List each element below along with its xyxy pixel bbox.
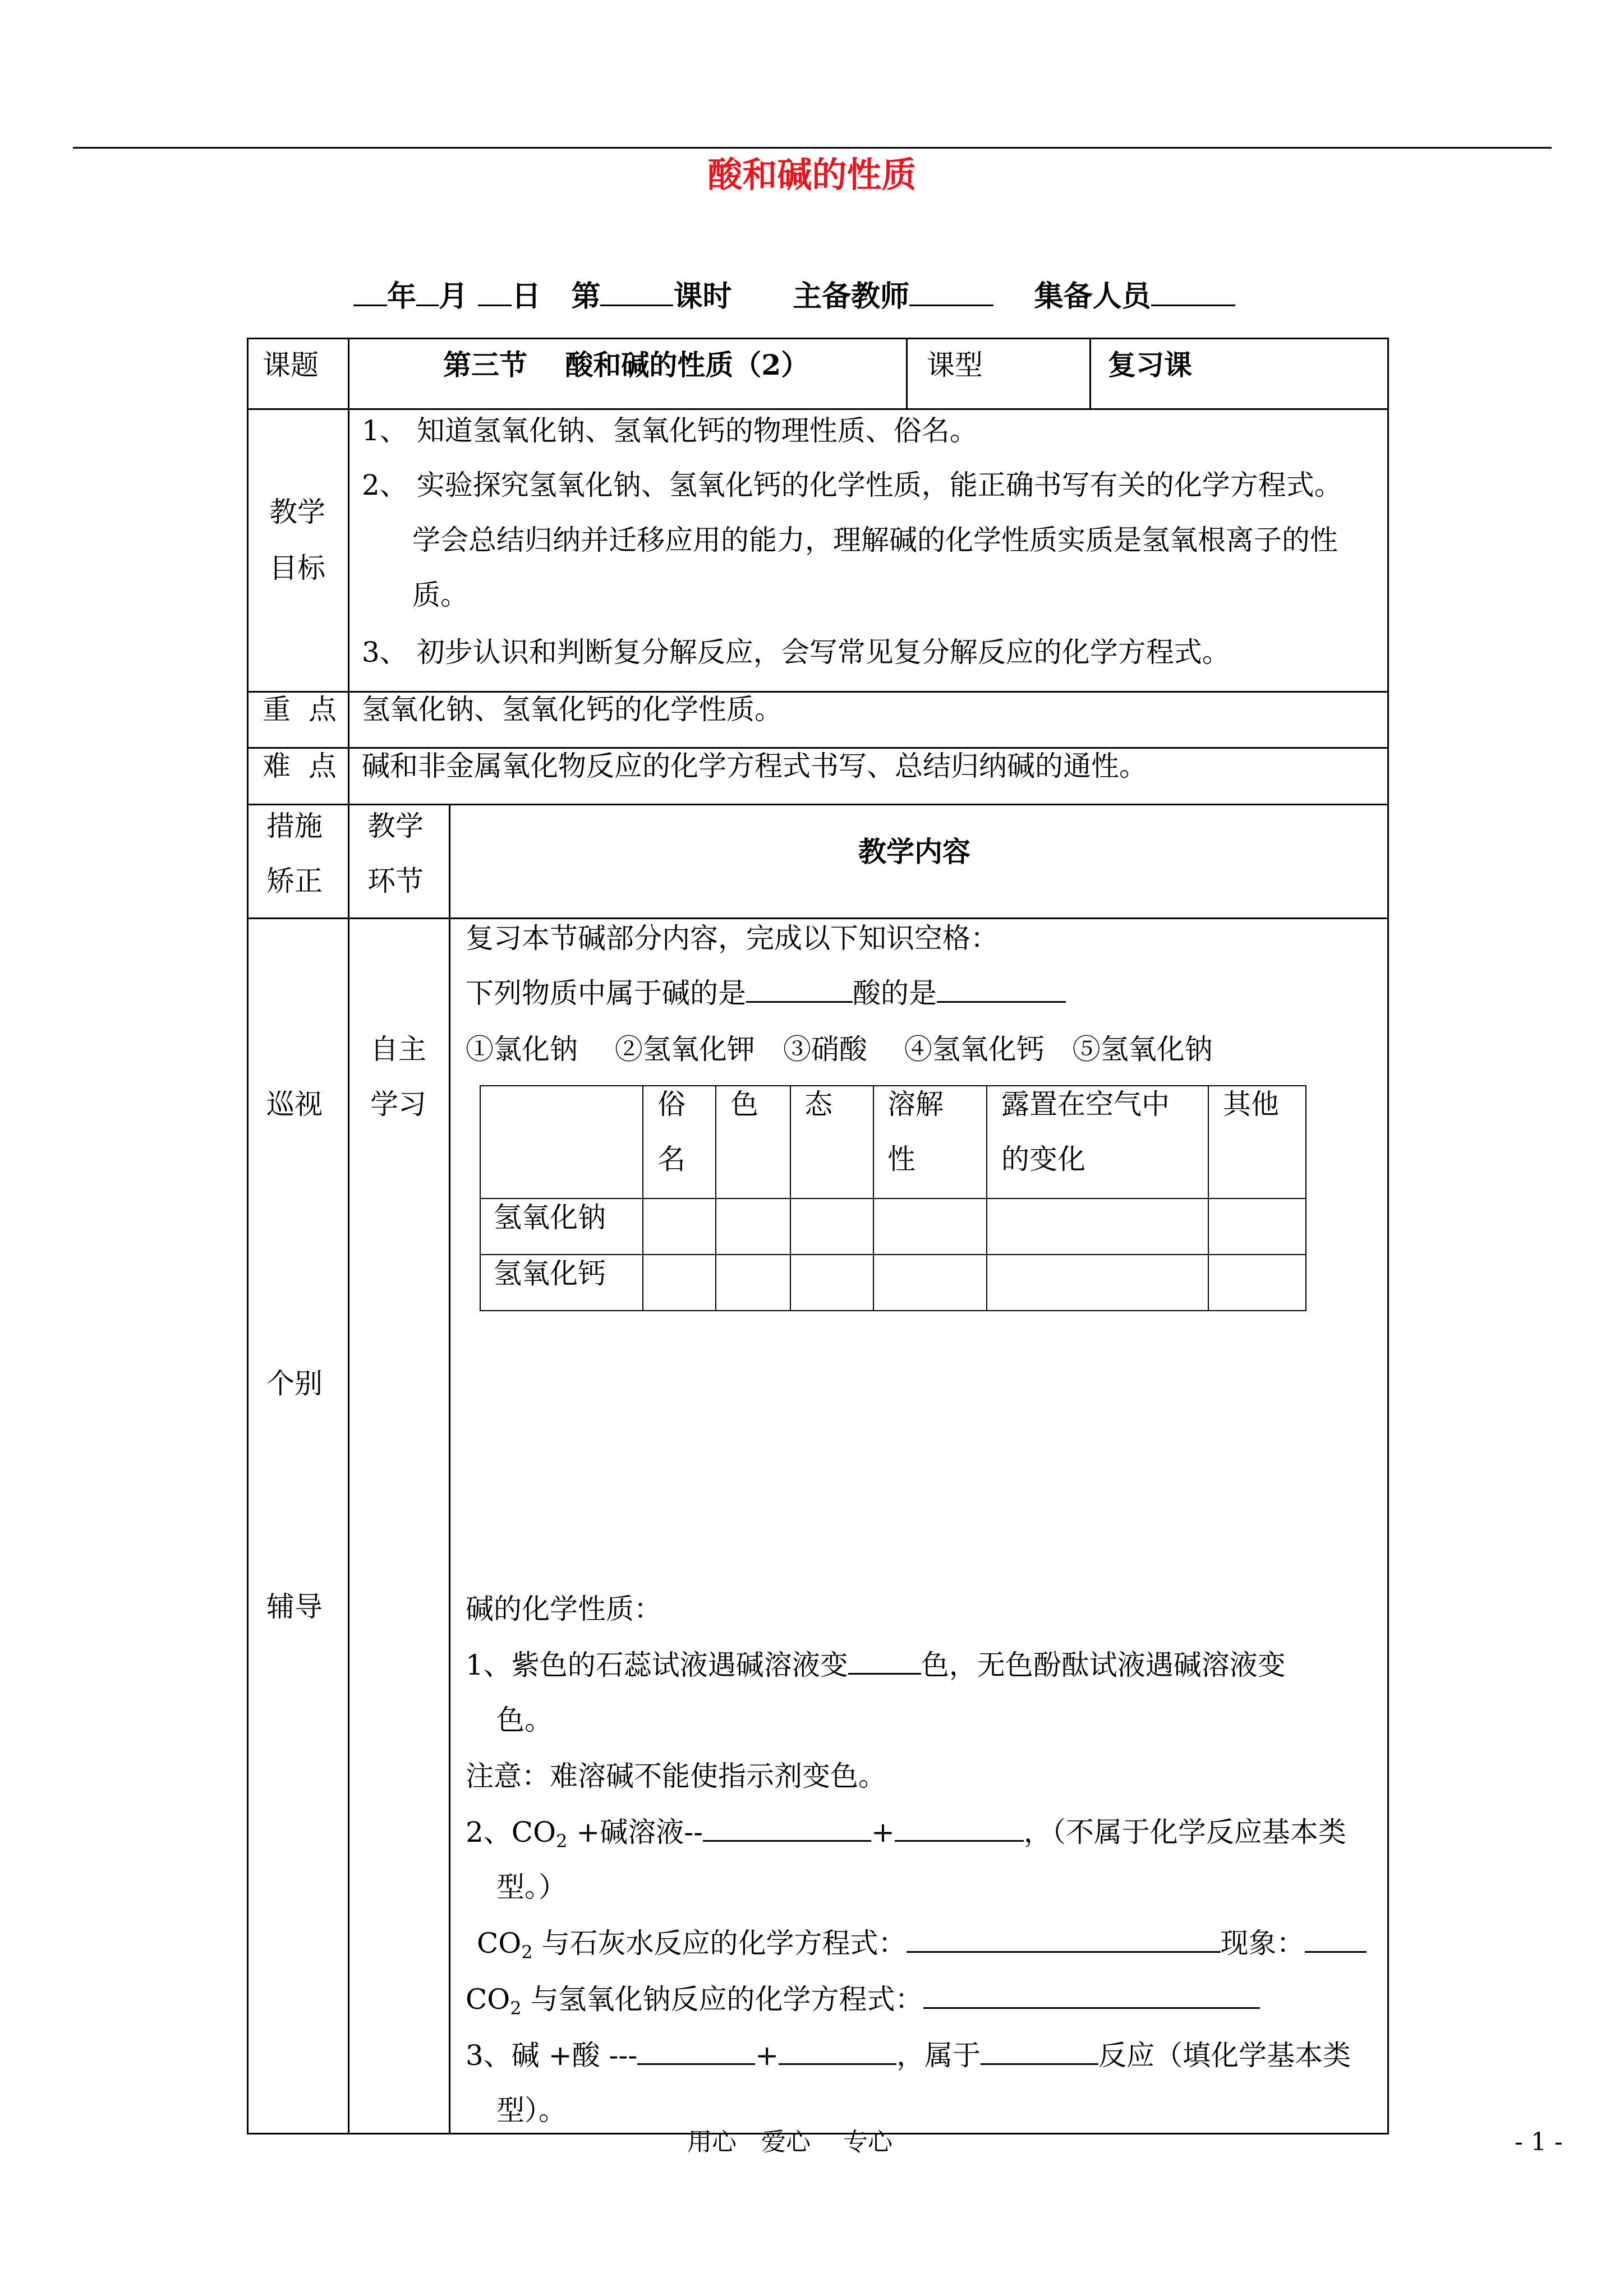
members-blank[interactable] [1151, 282, 1235, 306]
table-line [480, 1310, 1306, 1311]
table-line [247, 918, 1389, 919]
page-number: - 1 - [1515, 2128, 1563, 2156]
col-header-exposure-2: 的变化 [1001, 1143, 1085, 1175]
property-3-cont: 型）。 [496, 2094, 567, 2127]
footer-motto: 用心 爱心 专心 [687, 2128, 892, 2156]
chem-title: 碱的化学性质： [466, 1593, 662, 1625]
lesson-blank[interactable] [600, 282, 673, 306]
difficulty-value: 碱和非金属氧化物反应的化学方程式书写、总结归纳碱的通性。 [362, 750, 1147, 782]
type-label: 课型 [927, 349, 983, 381]
year-blank[interactable] [353, 282, 387, 306]
month-blank[interactable] [416, 282, 439, 306]
measures-label-2: 矫正 [266, 865, 323, 897]
table-border-left [247, 338, 249, 2134]
keypoint-label: 重 点 [263, 693, 337, 726]
content-intro: 复习本节碱部分内容，完成以下知识空格： [466, 922, 999, 955]
content-header: 教学内容 [858, 835, 970, 868]
type-value: 复习课 [1108, 348, 1192, 381]
keypoint-value: 氢氧化钠、氢氧化钙的化学性质。 [362, 693, 783, 726]
answer-blank-equation-1[interactable] [907, 1926, 1221, 1953]
goal-line-4: 质。 [412, 579, 468, 611]
note: 注意：难溶碱不能使指示剂变色。 [466, 1760, 886, 1792]
members-label: 集备人员 [1034, 279, 1151, 313]
col-header-solubility-2: 性 [887, 1143, 915, 1175]
question-1: 下列物质中属于碱的是 酸的是 [466, 975, 1066, 1012]
teacher-blank[interactable] [909, 282, 993, 306]
teacher-label: 主备教师 [793, 279, 910, 313]
page-title: 酸和碱的性质 [707, 154, 917, 195]
topic-label: 课题 [263, 349, 319, 381]
answer-blank-product-2[interactable] [895, 1815, 1024, 1842]
header-info [353, 277, 1235, 316]
day-blank[interactable] [478, 282, 512, 306]
goals-label-2: 目标 [269, 552, 325, 584]
table-line [906, 338, 908, 409]
side-label-individual: 个别 [266, 1367, 323, 1400]
row-header-caoh2: 氢氧化钙 [494, 1257, 606, 1290]
answer-blank-product-1[interactable] [703, 1815, 871, 1842]
table-line [642, 1085, 643, 1311]
side-label-patrol: 巡视 [266, 1088, 323, 1121]
lesson-prefix: 第 [571, 279, 601, 313]
col-header-common-name-1: 俗 [657, 1088, 686, 1121]
property-1-cont: 色。 [496, 1704, 553, 1736]
stage-self-study-1: 自主 [370, 1033, 426, 1066]
answer-blank-product-3[interactable] [637, 2039, 755, 2065]
table-line [1089, 338, 1091, 409]
answer-blank-reaction-type[interactable] [981, 2039, 1098, 2065]
goal-line-1: 1、 知道氢氧化钠、氢氧化钙的物理性质、俗名。 [362, 414, 978, 447]
stage-label-1: 教学 [367, 810, 424, 842]
col-header-other: 其他 [1223, 1088, 1279, 1121]
answer-blank-product-4[interactable] [779, 2039, 896, 2065]
col-header-color: 色 [730, 1088, 758, 1121]
property-2-limewater: $CO_2$ 与石灰水反应的化学方程式： 现象： [477, 1925, 1367, 1971]
property-2-cont: 型。） [496, 1871, 567, 1903]
table-line [715, 1085, 716, 1311]
options-list: ①氯化钠 ②氢氧化钾 ③硝酸 ④氢氧化钙 ⑤氢氧化钠 [466, 1033, 1213, 1066]
table-line [986, 1085, 987, 1311]
table-line [247, 804, 1389, 805]
goal-line-2: 2、 实验探究氢氧化钠、氢氧化钙的化学性质，能正确书写有关的化学方程式。 [362, 469, 1342, 501]
answer-blank-equation-2[interactable] [923, 1983, 1260, 2009]
goal-line-5: 3、 初步认识和判断复分解反应，会写常见复分解反应的化学方程式。 [362, 636, 1230, 668]
col-header-common-name-2: 名 [657, 1143, 686, 1175]
table-border-right [1387, 338, 1389, 2134]
year-label: 年 [387, 279, 417, 313]
property-2: 2、$CO_2$ +碱溶液-- + ，（不属于化学反应基本类 [466, 1816, 1346, 1852]
month-label: 月 [439, 279, 468, 313]
col-header-solubility-1: 溶解 [887, 1088, 944, 1121]
difficulty-label: 难 点 [263, 750, 337, 782]
topic-value: 第三节 酸和碱的性质（2） [443, 348, 809, 381]
col-header-exposure-1: 露置在空气中 [1001, 1088, 1170, 1121]
table-line [1208, 1085, 1209, 1311]
answer-blank-acid[interactable] [937, 976, 1066, 1003]
table-border-top [247, 338, 1389, 339]
side-label-guidance: 辅导 [266, 1590, 323, 1623]
day-label: 日 [512, 279, 541, 313]
row-header-naoh: 氢氧化钠 [494, 1201, 606, 1234]
table-line [449, 804, 450, 2134]
col-header-state: 态 [804, 1088, 832, 1121]
table-line [480, 1085, 481, 1311]
goal-line-3: 学会总结归纳并迁移应用的能力，理解碱的化学性质实质是氢氧根离子的性 [412, 524, 1338, 556]
measures-label-1: 措施 [266, 810, 323, 842]
table-line [873, 1085, 874, 1311]
property-3: 3、碱 +酸 --- + ，属于 反应（填化学基本类 [466, 2039, 1351, 2072]
property-2-naoh: $CO_2$ 与氢氧化钠反应的化学方程式： [466, 1981, 1260, 2027]
answer-blank-base[interactable] [746, 976, 853, 1003]
goals-label-1: 教学 [269, 496, 325, 528]
table-line [1305, 1085, 1306, 1311]
answer-blank-litmus[interactable] [848, 1648, 921, 1675]
stage-label-2: 环节 [367, 865, 424, 897]
property-1: 1、紫色的石蕊试液遇碱溶液变 色，无色酚酞试液遇碱溶液变 [466, 1649, 1286, 1681]
table-line [790, 1085, 791, 1311]
top-rule [73, 147, 1552, 149]
stage-self-study-2: 学习 [370, 1088, 426, 1121]
answer-blank-phenomenon[interactable] [1305, 1926, 1367, 1953]
lesson-label: 课时 [673, 279, 732, 313]
table-line [247, 408, 1389, 410]
table-line [348, 338, 349, 2134]
